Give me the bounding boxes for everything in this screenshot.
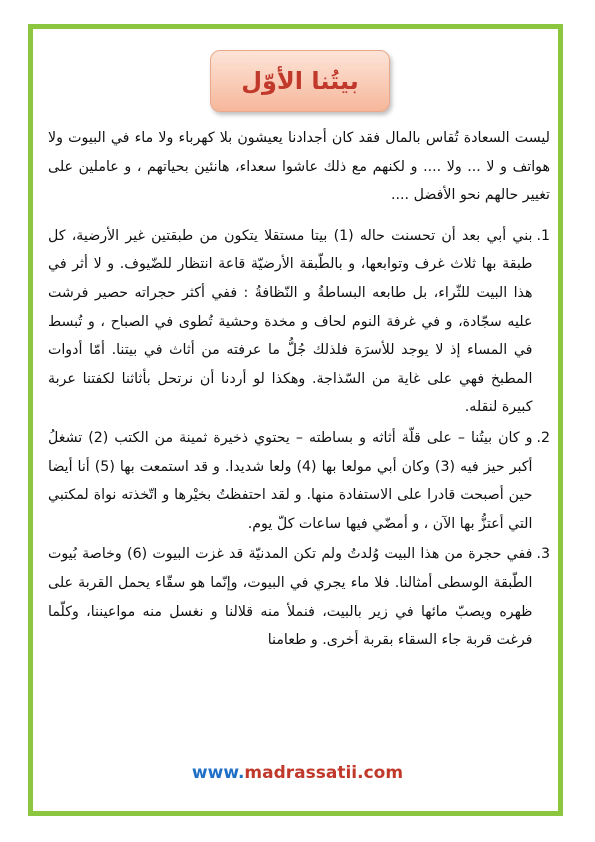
list-item bbox=[48, 540, 550, 654]
list-item bbox=[48, 424, 550, 538]
item-number: 3. bbox=[536, 546, 550, 563]
intro-paragraph: ليست السعادة تُقاس بالمال فقد كان أجدادنا يعيشون بلا كهرباء ولا ماء في البيوت ولا هواتف و لا ... ولا .... و لكنهم مع ذلك عاشوا سعداء، هانئين بحياتهم ، و عاملين على تغيير حالهم نحو الأفضل .... bbox=[48, 130, 550, 204]
page-title: بيتُنا الأوّل bbox=[241, 67, 359, 95]
item-number: 1. bbox=[536, 227, 550, 244]
footer-prefix: www. bbox=[191, 763, 245, 783]
list-item bbox=[48, 222, 550, 422]
footer-website-link[interactable] bbox=[0, 763, 595, 783]
item-text: و كان بيتُنا – على قلّة أثاثه و بساطته – يحتوي ذخيرة ثمينة من الكتب (2) تشغلُ أكبر حيز فيه (3) وكان أبي مولعا بها (4) ولعا شديدا. و قد استمعت بها (5) أنا أيضا حين أصبحت قادرا على الاستفادة منها. و لقد احتفظتُ بخيْرها و اتّخذته نواة لمكتبي التي أعتزُّ بها الآن ، و أمضّي فيها ساعات كلّ يوم. bbox=[48, 429, 533, 532]
footer-domain: madrassatii.com bbox=[244, 763, 404, 783]
document-body bbox=[48, 124, 550, 655]
item-text: ففي حجرة من هذا البيت وُلدتُ ولم تكن المدنيّة قد غزت البيوت (6) وخاصة بُيوت الطّبقة الوسطى أمثالنا. فلا ماء يجري في البيوت، وإنّما هو سقّاء يحمل القربة على ظهره ويصبّ مائها في زير بالبيت، فنملأ منه قلالنا و نغسل منه مواعيننا، وكلّما فرغت قربة جاء السقاء بقربة أخرى. و طعامنا bbox=[48, 546, 533, 649]
item-text: بني أبي بعد أن تحسنت حاله (1) بيتا مستقلا يتكون من طبقتين غير الأرضية، كل طبقة بها ثلاث غرف وتوابعها، و بالطّبقة الأرضيّة قاعة انتظار للضّيوف. و لا أثر في هذا البيت للثّراء، بل طابعه البساطةُ و النّظافةُ : ففي أكثر حجراته حصير فرشت عليه سجّادة، و في غرفة النوم لحاف و مخدة وحشية تُطوى في الصباح ، و تُبسط في المساء إذ لا يوجد للأسرَة فلذلك جُلُّ ما عرفته من أثاث في بيتنا. أمّا أدوات المطبخ فهي على غاية من السّذاجة. وهكذا لو أردنا أن نرتحل بأثاثنا لكفتنا عربة كبيرة لنقله. bbox=[48, 227, 533, 416]
item-number: 2. bbox=[536, 429, 550, 446]
title-banner bbox=[210, 50, 390, 112]
